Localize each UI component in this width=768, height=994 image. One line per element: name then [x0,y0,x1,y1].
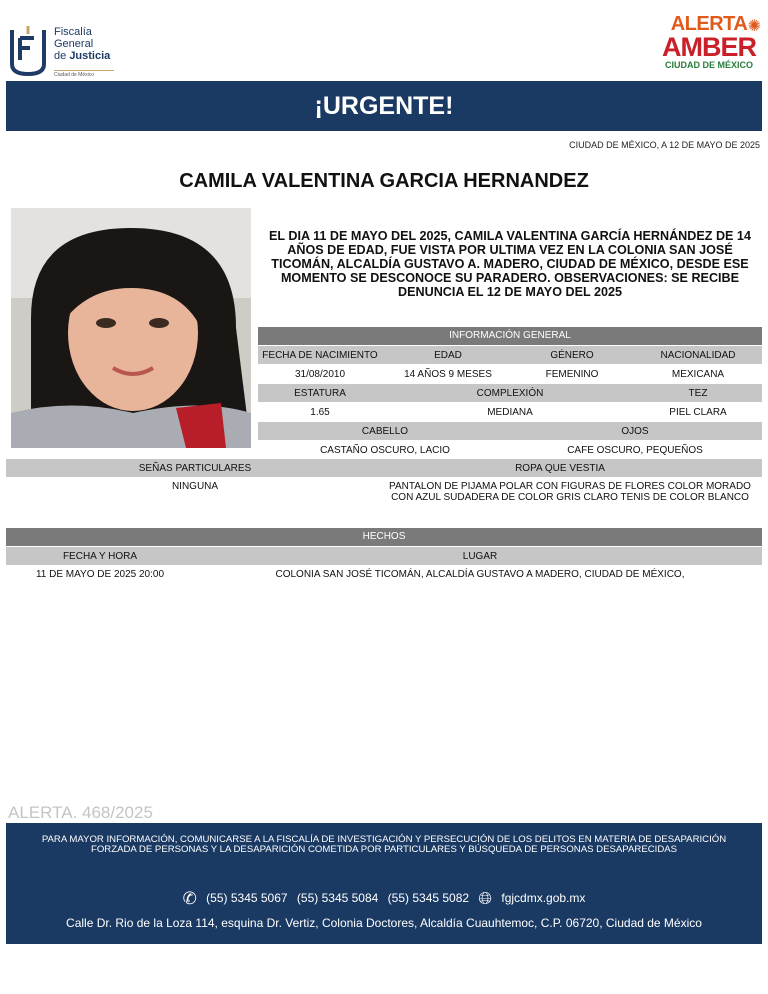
phone-2[interactable]: (55) 5345 5084 [296,891,379,906]
phone-1[interactable]: (55) 5345 5067 [206,891,288,906]
place-label: LUGAR [462,551,498,562]
birthdate-value: 31/08/2010 [294,369,346,380]
missing-person-name: CAMILA VALENTINA GARCIA HERNANDEZ [179,170,589,192]
marks-value: NINGUNA [171,481,219,492]
nationality-label: NACIONALIDAD [660,350,736,361]
fgj-emblem-icon [8,24,48,76]
marks-label: SEÑAS PARTICULARES [138,463,252,474]
amber-alert-logo [655,14,763,80]
sun-icon: ✺ [747,18,761,35]
amber-logo-line3: CIUDAD DE MÉXICO [664,60,753,70]
facts-header: HECHOS [6,528,762,546]
footer-info-text: PARA MAYOR INFORMACIÓN, COMUNICARSE A LA FISCALÍA DE INVESTIGACIÓN Y PERSECUCIÓN DE LOS DELITOS EN MATERIA DE DESAPARICIÓN FORZADA DE PERSONAS Y LA DESAPARICIÓN COMETIDA POR PARTICULARES Y BÚSQUEDA DE PERSONAS DESAPARECIDAS [41,834,727,855]
place-value: COLONIA SAN JOSÉ TICOMÁN, ALCALDÍA GUSTAVO A MADERO, CIUDAD DE MÉXICO, [275,569,685,580]
skin-label: TEZ [688,388,708,399]
missing-person-photo [11,208,251,448]
age-label: EDAD [434,350,462,361]
fgj-logo [8,22,118,80]
incident-description: EL DIA 11 DE MAYO DEL 2025, CAMILA VALENTINA GARCÍA HERNÁNDEZ DE 14 AÑOS DE EDAD, FUE VISTA POR ULTIMA VEZ EN LA COLONIA SAN JOSÉ TICOMÁN, ALCALDÍA GUSTAVO A. MADERO, CIUDAD DE MÉXICO, DESDE ESE MOMENTO SE DESCONOCE SU PARADERO. OBSERVACIONES: SE RECIBE DENUNCIA EL 12 DE MAYO DEL 2025 [269,229,751,299]
build-value: MEDIANA [487,407,533,418]
hair-label: CABELLO [361,426,409,437]
height-label: ESTATURA [294,388,346,399]
footer-contact-line [6,889,762,909]
nationality-value: MEXICANA [671,369,725,380]
general-info-header: INFORMACIÓN GENERAL [258,327,762,345]
gender-label: GÉNERO [550,350,594,361]
contact-footer [6,823,762,944]
skin-value: PIEL CLARA [669,407,727,418]
alert-number: ALERTA. 468/2025 [8,803,153,822]
clothes-line-2: CON AZUL SUDADERA DE COLOR GRIS CLARO TENIS DE COLOR BLANCO [391,492,749,503]
gender-value: FEMENINO [545,369,599,380]
phone-icon: ✆ [182,889,197,908]
age-value: 14 AÑOS 9 MESES [404,369,492,380]
fgj-logo-text: Fiscalía General de Justicia [54,26,111,62]
issue-date: CIUDAD DE MÉXICO, A 12 DE MAYO DE 2025 [569,140,760,150]
clothes-label: ROPA QUE VESTIA [515,463,605,474]
height-value: 1.65 [310,407,330,418]
clothes-value [380,481,760,503]
fgj-logo-subtitle: Ciudad de México [54,70,114,78]
urgent-banner: ¡URGENTE! [6,81,762,131]
footer-address: Calle Dr. Rio de la Loza 114, esquina Dr. Vertiz, Colonia Doctores, Alcaldía Cuauhtemoc, C.P. 06720, Ciudad de México [66,916,702,930]
eyes-label: OJOS [621,426,649,437]
datetime-value: 11 DE MAYO DE 2025 20:00 [35,569,165,580]
globe-icon: 🌐︎ [478,889,493,908]
clothes-line-1: PANTALON DE PIJAMA POLAR CON FIGURAS DE FLORES COLOR MORADO [389,481,751,492]
amber-logo-line2: AMBER [662,32,756,62]
birthdate-label: FECHA DE NACIMIENTO [262,350,378,361]
website-link[interactable]: fgjcdmx.gob.mx [501,891,586,906]
build-label: COMPLEXIÓN [476,388,544,399]
hair-value: CASTAÑO OSCURO, LACIO [320,445,450,456]
phone-3[interactable]: (55) 5345 5082 [387,891,470,906]
amber-logo-line1: ALERTA [670,13,748,35]
eyes-value: CAFE OSCURO, PEQUEÑOS [567,445,703,456]
datetime-label: FECHA Y HORA [62,551,138,562]
